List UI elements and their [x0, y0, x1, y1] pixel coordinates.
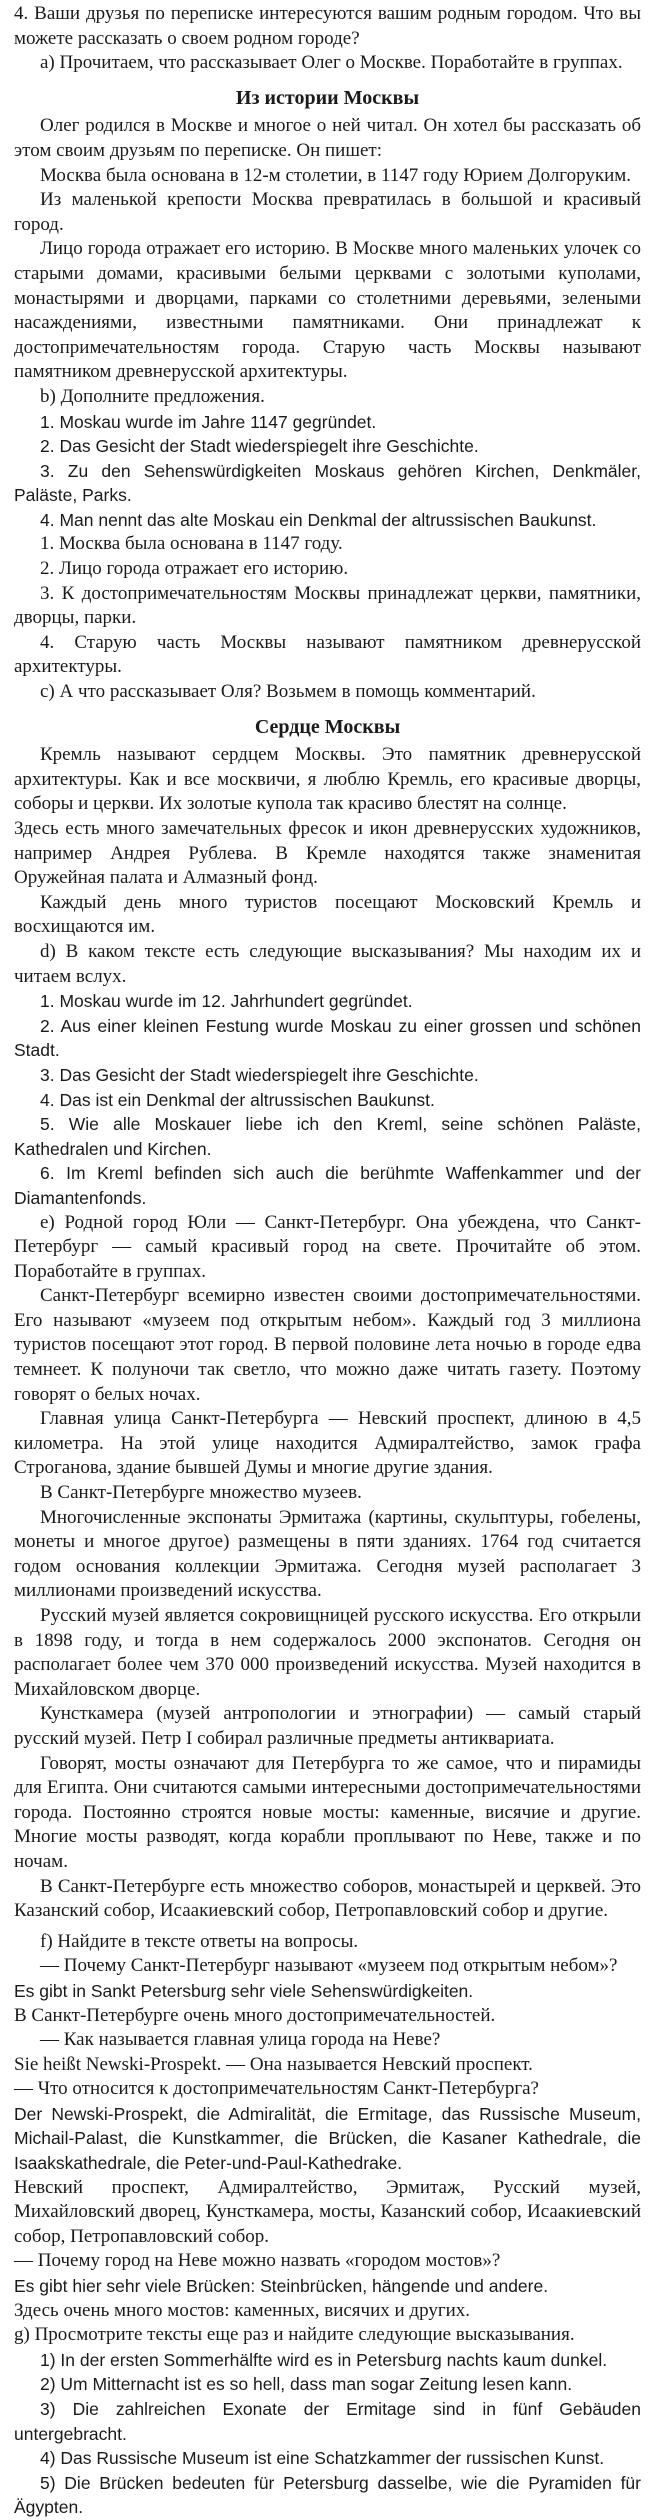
german-sentence: 1. Moskau wurde im Jahre 1147 gegründet.: [40, 411, 377, 432]
paragraph: Русский музей является сокровищницей русского искусства. Его открыли в 1898 году, и тогда в нем содержалось 2000 экспонатов. Сегодня он располагает более чем 370 000 произведений искусства. Музей находится в Михайловском дворце.: [14, 1605, 641, 1700]
dialogue-line: Der Newski-Prospekt, die Admiralität, die Ermitage, das Russische Museum, Michail-Palast, die Kunstkammer, die Brücken, die Kasaner Kathedrale, die Isaakskathedrale, die Peter-und-Paul-Kathedrake.: [14, 2103, 641, 2174]
german-sentence: 3. Zu den Sehenswürdigkeiten Moskaus gehören Kirchen, Denkmäler, Paläste, Parks.: [14, 460, 641, 506]
german-sentence: 1) In der ersten Sommerhälfte wird es in Petersburg nachts kaum dunkel.: [40, 2349, 608, 2370]
dialogue-line: — Что относится к достопримечательностям Санкт-Петербурга?: [14, 2078, 539, 2100]
dialogue-line: Здесь очень много мостов: каменных, висячих и других.: [14, 2299, 471, 2321]
task-d: d) В каком тексте есть следующие высказывания? Мы находим их и читаем вслух.: [14, 940, 641, 987]
dialogue-line: — Почему Санкт-Петербург называют «музеем под открытым небом»?: [40, 1955, 618, 1977]
dialogue-line: — Почему город на Неве можно назвать «городом мостов»?: [14, 2250, 501, 2272]
paragraph: Лицо города отражает его историю. В Москве много маленьких улочек со старыми домами, красивыми белыми церквами с золотыми куполами, монастырями и дворцами, парками со столетними деревьями, зелеными насаждениями, известными памятниками. Они принадлежат к достопримечательностям города. Старую часть Москвы называют памятником древнерусской архитектуры.: [14, 238, 641, 383]
german-sentence: 5) Die Brücken bedeuten für Petersburg dasselbe, wie die Pyramiden für Ägypten.: [14, 2472, 641, 2518]
paragraph: Здесь есть много замечательных фресок и икон древнерусских художников, например Андрея Рублева. В Кремле находятся также знаменитая Оружейная палата и Алмазный фонд.: [14, 818, 641, 889]
paragraph: Многочисленные экспонаты Эрмитажа (картины, скульптуры, гобелены, монеты и многое другое) размещены в пяти зданиях. 1764 год считается годом основания коллекции Эрмитажа. Сегодня музей располагает 3 миллионами произведений искусства.: [14, 1506, 641, 1602]
german-sentence: 4. Man nennt das alte Moskau ein Denkmal der altrussischen Baukunst.: [40, 509, 597, 530]
german-sentence: 3) Die zahlreichen Exonate der Ermitage sind in fünf Gebäuden untergebracht.: [14, 2399, 641, 2444]
russian-sentence: 1. Москва была основана в 1147 году.: [40, 533, 343, 555]
dialogue-line: В Санкт-Петербурге очень много достопримечательностей.: [14, 2004, 496, 2026]
german-sentence: 2. Das Gesicht der Stadt wiederspiegelt ihre Geschichte.: [40, 436, 479, 457]
task-g: g) Просмотрите тексты еще раз и найдите следующие высказывания.: [14, 2324, 575, 2346]
german-sentence: 3. Das Gesicht der Stadt wiederspiegelt ihre Geschichte.: [40, 1064, 479, 1085]
task-a: а) Прочитаем, что рассказывает Олег о Москве. Поработайте в группах.: [40, 52, 623, 74]
paragraph: В Санкт-Петербурге множество музеев.: [40, 1482, 362, 1504]
german-sentence: 5. Wie alle Moskauer liebe ich den Kreml, seine schönen Paläste, Kathedralen und Kirchen.: [14, 1114, 641, 1159]
german-sentence: 1. Moskau wurde im 12. Jahrhundert gegründet.: [40, 991, 413, 1012]
paragraph: Из маленькой крепости Москва превратилась в большой и красивый город.: [14, 189, 641, 235]
russian-sentence: 4. Старую часть Москвы называют памятником древнерусской архитектуры.: [14, 631, 641, 678]
german-sentence: 4. Das ist ein Denkmal der altrussischen Baukunst.: [40, 1089, 435, 1110]
dialogue-line: Es gibt hier sehr viele Brücken: Steinbrücken, hängende und andere.: [14, 2276, 549, 2297]
task-b: b) Дополните предложения.: [40, 385, 265, 407]
section-title-heart-of-moscow: Сердце Москвы: [254, 715, 401, 738]
dialogue-line: Sie heißt Newski-Prospekt. — Она называется Невский проспект.: [14, 2053, 533, 2075]
german-sentence: 2) Um Mitternacht ist es so hell, dass man sogar Zeitung lesen kann.: [40, 2374, 573, 2395]
german-sentence: 4) Das Russische Museum ist eine Schatzkammer der russischen Kunst.: [40, 2448, 605, 2469]
dialogue-line: Es gibt in Sankt Petersburg sehr viele Sehenswürdigkeiten.: [14, 1980, 474, 2001]
exercise-intro: 4. Ваши друзья по переписке интересуются вашим родным городом. Что вы можете рассказать о своем родном городе?: [14, 3, 641, 49]
paragraph: В Санкт-Петербурге есть множество соборов, монастырей и церквей. Это Казанский собор, Исаакиевский собор, Петропавловский собор и другие.: [14, 1875, 641, 1922]
task-e: е) Родной город Юли — Санкт-Петербург. Она убеждена, что Санкт-Петербург — самый красивый город на свете. Прочитайте об этом. Поработайте в группах.: [14, 1211, 641, 1282]
task-c: с) А что рассказывает Оля? Возьмем в помощь комментарий.: [40, 681, 536, 703]
paragraph: Кунсткамера (музей антропологии и этнографии) — самый старый русский музей. Петр I собирал различные предметы антиквариата.: [14, 1703, 641, 1749]
paragraph: Санкт-Петербург всемирно известен своими достопримечательностями. Его называют «музеем под открытым небом». Каждый год 3 миллиона туристов посещают этот город. В первой половине лета ночью в городе едва темнеет. К полуночи так светло, что можно даже читать газету. Поэтому говорят о белых ночах.: [14, 1285, 641, 1405]
section-title-moscow-history: Из истории Москвы: [235, 86, 420, 109]
paragraph: Москва была основана в 12-м столетии, в 1147 году Юрием Долгоруким.: [40, 164, 632, 186]
dialogue-line: Невский проспект, Адмиралтейство, Эрмитаж, Русский музей, Михайловский дворец, Кунсткамера, мосты, Казанский собор, Исаакиевский собор, Петропавловский собор.: [14, 2176, 641, 2247]
paragraph: Кремль называют сердцем Москвы. Это памятник древнерусской архитектуры. Как и все москвичи, я люблю Кремль, его красивые дворцы, соборы и церкви. Их золотые купола так красиво блестят на солнце.: [14, 744, 641, 815]
dialogue-line: — Как называется главная улица города на Неве?: [40, 2029, 441, 2051]
russian-sentence: 3. К достопримечательностям Москвы принадлежат церкви, памятники, дворцы, парки.: [14, 582, 641, 629]
german-sentence: 6. Im Kreml befinden sich auch die berühmte Waffenkammer und der Diamantenfonds.: [14, 1163, 641, 1208]
paragraph: Говорят, мосты означают для Петербурга то же самое, что и пирамиды для Египта. Они считаются самыми интересными достопримечательностями города. Постоянно строятся новые мосты: каменные, висячие и другие. Многие мосты разводят, когда корабли проплывают по Неве, также и по ночам.: [14, 1752, 641, 1872]
paragraph: Каждый день много туристов посещают Московский Кремль и восхищаются им.: [14, 891, 641, 938]
german-sentence: 2. Aus einer kleinen Festung wurde Moskau zu einer grossen und schönen Stadt.: [14, 1015, 641, 1061]
task-f: f) Найдите в тексте ответы на вопросы.: [40, 1930, 359, 1952]
paragraph: Главная улица Санкт-Петербурга — Невский проспект, длиною в 4,5 километра. На этой улице находится Адмиралтейство, замок графа Строганова, здание бывшей Думы и многие другие здания.: [14, 1408, 641, 1479]
russian-sentence: 2. Лицо города отражает его историю.: [40, 558, 349, 580]
paragraph: Олег родился в Москве и многое о ней читал. Он хотел бы рассказать об этом своим друзьям по переписке. Он пишет:: [14, 115, 641, 161]
